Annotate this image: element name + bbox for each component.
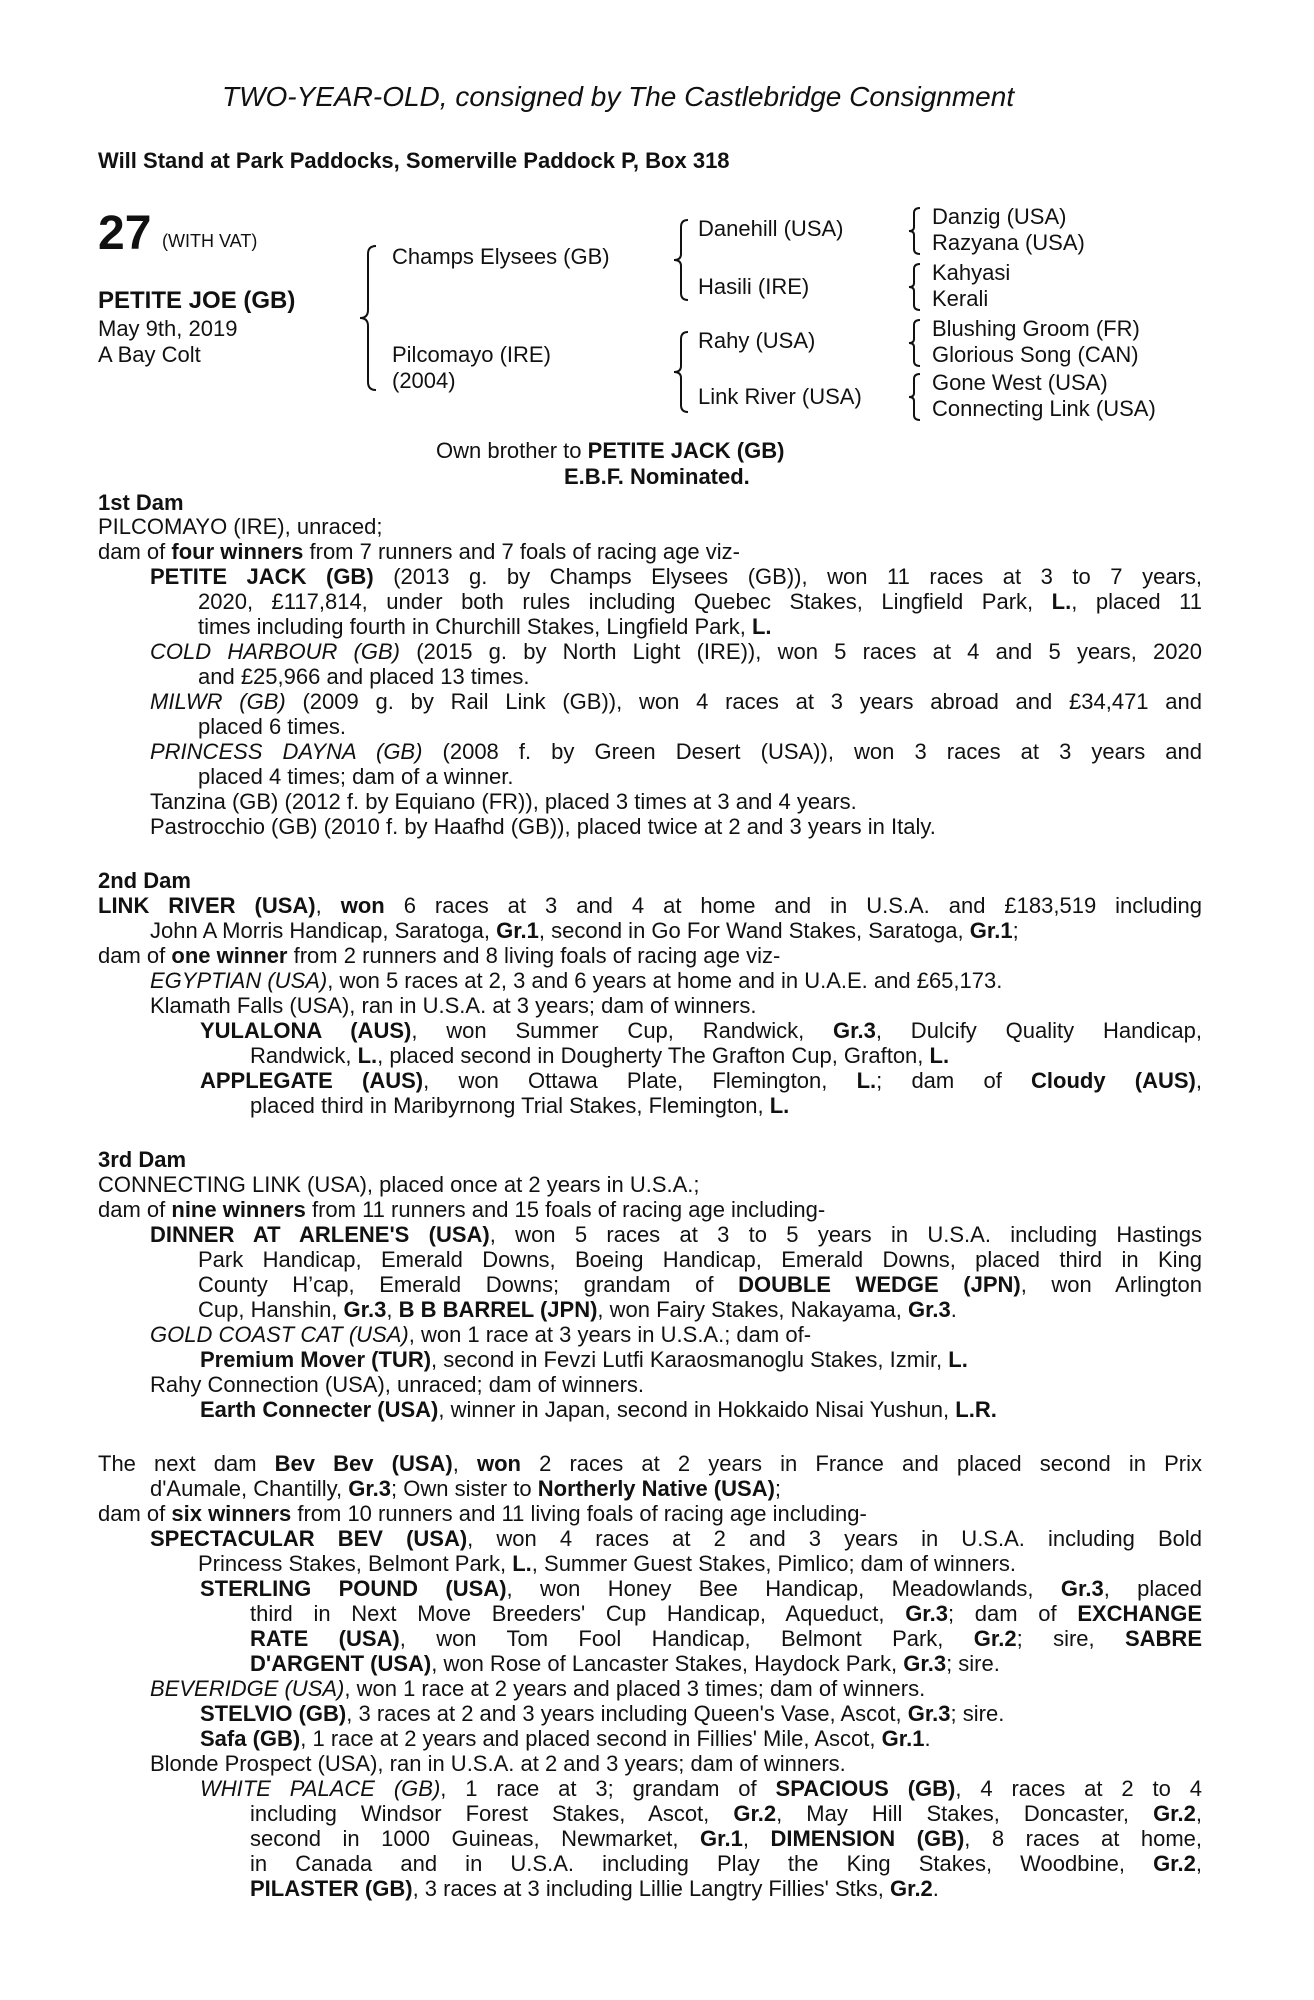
foaling-date: May 9th, 2019: [98, 316, 238, 341]
ggp-5: Blushing Groom (FR): [932, 316, 1140, 341]
ggp-brace-4: [908, 372, 922, 422]
progeny-sterling-pound-2: third in Next Move Breeders' Cup Handicap, Aqueduct, Gr.3; dam of EXCHANGE: [250, 1601, 1202, 1626]
progeny-klamath-falls: Klamath Falls (USA), ran in U.S.A. at 3 years; dam of winners.: [150, 993, 757, 1018]
progeny-cold-harbour-2: and £25,966 and placed 13 times.: [198, 664, 530, 689]
third-dam-line1: CONNECTING LINK (USA), placed once at 2 years in U.S.A.;: [98, 1172, 700, 1197]
dam-brace: [672, 330, 694, 414]
progeny-spectacular-bev-1: SPECTACULAR BEV (USA), won 4 races at 2 and 3 years in U.S.A. including Bold: [150, 1526, 1202, 1551]
dam-year: (2004): [392, 368, 456, 393]
progeny-milwr-1: MILWR (GB) (2009 g. by Rail Link (GB)), won 4 races at 3 years abroad and £34,471 and: [150, 689, 1203, 714]
progeny-dinner-at-arlenes-3: County H’cap, Emerald Downs; grandam of DOUBLE WEDGE (JPN), won Arlington: [198, 1272, 1202, 1297]
progeny-premium-mover: Premium Mover (TUR), second in Fevzi Lutfi Karaosmanoglu Stakes, Izmir, L.: [200, 1347, 968, 1372]
ggp-7: Gone West (USA): [932, 370, 1108, 395]
first-dam-line2: dam of four winners from 7 runners and 7 foals of racing age viz-: [98, 539, 740, 564]
progeny-safa: Safa (GB), 1 race at 2 years and placed second in Fillies' Mile, Ascot, Gr.1.: [200, 1726, 931, 1751]
pedigree-main-brace: [358, 244, 382, 392]
progeny-sterling-pound-4: D'ARGENT (USA), won Rose of Lancaster Stakes, Haydock Park, Gr.3; sire.: [250, 1651, 1000, 1676]
progeny-sterling-pound-3: RATE (USA), won Tom Fool Handicap, Belmont Park, Gr.2; sire, SABRE: [250, 1626, 1202, 1651]
next-dam-line3: dam of six winners from 10 runners and 11 living foals of racing age including-: [98, 1501, 867, 1526]
progeny-petite-jack-1: PETITE JACK (GB) (2013 g. by Champs Elysees (GB)), won 11 races at 3 to 7 years,: [150, 564, 1202, 589]
vat-label: (WITH VAT): [162, 231, 258, 251]
progeny-earth-connecter: Earth Connecter (USA), winner in Japan, second in Hokkaido Nisai Yushun, L.R.: [200, 1397, 997, 1422]
ggp-brace-3: [908, 318, 922, 368]
progeny-stelvio: STELVIO (GB), 3 races at 2 and 3 years including Queen's Vase, Ascot, Gr.3; sire.: [200, 1701, 1005, 1726]
lot-description: A Bay Colt: [98, 342, 201, 367]
second-dam-line1: LINK RIVER (USA), won 6 races at 3 and 4 at home and in U.S.A. and £183,519 including: [98, 893, 1203, 918]
page-title: TWO-YEAR-OLD, consigned by The Castlebridge Consignment: [222, 81, 1015, 112]
progeny-white-palace-5: PILASTER (GB), 3 races at 3 including Lillie Langtry Fillies' Stks, Gr.2.: [250, 1876, 939, 1901]
third-dam-heading: 3rd Dam: [98, 1147, 187, 1172]
progeny-dinner-at-arlenes-1: DINNER AT ARLENE'S (USA), won 5 races at 3 to 5 years in U.S.A. including Hastings: [150, 1222, 1202, 1247]
ggp-brace-2: [908, 262, 922, 312]
progeny-white-palace-2: including Windsor Forest Stakes, Ascot, Gr.2, May Hill Stakes, Doncaster, Gr.2,: [250, 1801, 1202, 1826]
progeny-milwr-2: placed 6 times.: [198, 714, 346, 739]
stand-location: Will Stand at Park Paddocks, Somerville Paddock P, Box 318: [98, 148, 730, 173]
progeny-princess-dayna-2: placed 4 times; dam of a winner.: [198, 764, 514, 789]
second-dam-line2: John A Morris Handicap, Saratoga, Gr.1, second in Go For Wand Stakes, Saratoga, Gr.1;: [150, 918, 1019, 943]
sire-dam: Hasili (IRE): [698, 274, 810, 299]
progeny-blonde-prospect: Blonde Prospect (USA), ran in U.S.A. at 2 and 3 years; dam of winners.: [150, 1751, 846, 1776]
next-dam-line1: The next dam Bev Bev (USA), won 2 races at 2 years in France and placed second in Prix: [98, 1451, 1202, 1476]
progeny-applegate-1: APPLEGATE (AUS), won Ottawa Plate, Flemington, L.; dam of Cloudy (AUS),: [200, 1068, 1203, 1093]
ebf-note: E.B.F. Nominated.: [564, 464, 750, 489]
ggp-8: Connecting Link (USA): [932, 396, 1156, 421]
progeny-gold-coast-cat: GOLD COAST CAT (USA), won 1 race at 3 years in U.S.A.; dam of-: [150, 1322, 812, 1347]
progeny-white-palace-1: WHITE PALACE (GB), 1 race at 3; grandam of SPACIOUS (GB), 4 races at 2 to 4: [200, 1776, 1203, 1801]
progeny-dinner-at-arlenes-2: Park Handicap, Emerald Downs, Boeing Handicap, Emerald Downs, placed third in King: [198, 1247, 1202, 1272]
sire: Champs Elysees (GB): [392, 244, 610, 269]
next-dam-line2: d'Aumale, Chantilly, Gr.3; Own sister to Northerly Native (USA);: [150, 1476, 782, 1501]
sire-sire: Danehill (USA): [698, 216, 844, 241]
progeny-rahy-connection: Rahy Connection (USA), unraced; dam of winners.: [150, 1372, 645, 1397]
progeny-tanzina: Tanzina (GB) (2012 f. by Equiano (FR)), placed 3 times at 3 and 4 years.: [150, 789, 857, 814]
ggp-2: Razyana (USA): [932, 230, 1085, 255]
progeny-princess-dayna-1: PRINCESS DAYNA (GB) (2008 f. by Green Desert (USA)), won 3 races at 3 years and: [150, 739, 1203, 764]
lot-name: PETITE JOE (GB): [98, 287, 296, 314]
third-dam-line2: dam of nine winners from 11 runners and 15 foals of racing age including-: [98, 1197, 826, 1222]
progeny-pastrocchio: Pastrocchio (GB) (2010 f. by Haafhd (GB)), placed twice at 2 and 3 years in Italy.: [150, 814, 936, 839]
ggp-1: Danzig (USA): [932, 204, 1067, 229]
progeny-applegate-2: placed third in Maribyrnong Trial Stakes, Flemington, L.: [250, 1093, 790, 1118]
progeny-yulalona-2: Randwick, L., placed second in Dougherty The Grafton Cup, Grafton, L.: [250, 1043, 950, 1068]
progeny-cold-harbour-1: COLD HARBOUR (GB) (2015 g. by North Light (IRE)), won 5 races at 4 and 5 years, 2020: [150, 639, 1203, 664]
progeny-spectacular-bev-2: Princess Stakes, Belmont Park, L., Summer Guest Stakes, Pimlico; dam of winners.: [198, 1551, 1016, 1576]
second-dam-heading: 2nd Dam: [98, 868, 191, 893]
ggp-brace-1: [908, 206, 922, 256]
progeny-petite-jack-3: times including fourth in Churchill Stakes, Lingfield Park, L.: [198, 614, 772, 639]
first-dam-heading: 1st Dam: [98, 490, 184, 515]
progeny-beveridge: BEVERIDGE (USA), won 1 race at 2 years and placed 3 times; dam of winners.: [150, 1676, 926, 1701]
progeny-petite-jack-2: 2020, £117,814, under both rules including Quebec Stakes, Lingfield Park, L., placed 11: [198, 589, 1203, 614]
own-brother-note: Own brother to PETITE JACK (GB): [436, 438, 785, 463]
dam-dam: Link River (USA): [698, 384, 862, 409]
progeny-white-palace-3: second in 1000 Guineas, Newmarket, Gr.1, DIMENSION (GB), 8 races at home,: [250, 1826, 1202, 1851]
dam: Pilcomayo (IRE): [392, 342, 551, 367]
lot-number: 27: [98, 207, 152, 260]
first-dam-line1: PILCOMAYO (IRE), unraced;: [98, 514, 383, 539]
ggp-3: Kahyasi: [932, 260, 1011, 285]
progeny-sterling-pound-1: STERLING POUND (USA), won Honey Bee Handicap, Meadowlands, Gr.3, placed: [200, 1576, 1202, 1601]
sire-brace: [672, 218, 694, 302]
second-dam-line3: dam of one winner from 2 runners and 8 living foals of racing age viz-: [98, 943, 781, 968]
ggp-4: Kerali: [932, 286, 989, 311]
dam-sire: Rahy (USA): [698, 328, 816, 353]
progeny-white-palace-4: in Canada and in U.S.A. including Play the King Stakes, Woodbine, Gr.2,: [250, 1851, 1202, 1876]
progeny-yulalona-1: YULALONA (AUS), won Summer Cup, Randwick, Gr.3, Dulcify Quality Handicap,: [200, 1018, 1203, 1043]
progeny-dinner-at-arlenes-4: Cup, Hanshin, Gr.3, B B BARREL (JPN), won Fairy Stakes, Nakayama, Gr.3.: [198, 1297, 957, 1322]
ggp-6: Glorious Song (CAN): [932, 342, 1139, 367]
progeny-egyptian: EGYPTIAN (USA), won 5 races at 2, 3 and 6 years at home and in U.A.E. and £65,173.: [150, 968, 1003, 993]
